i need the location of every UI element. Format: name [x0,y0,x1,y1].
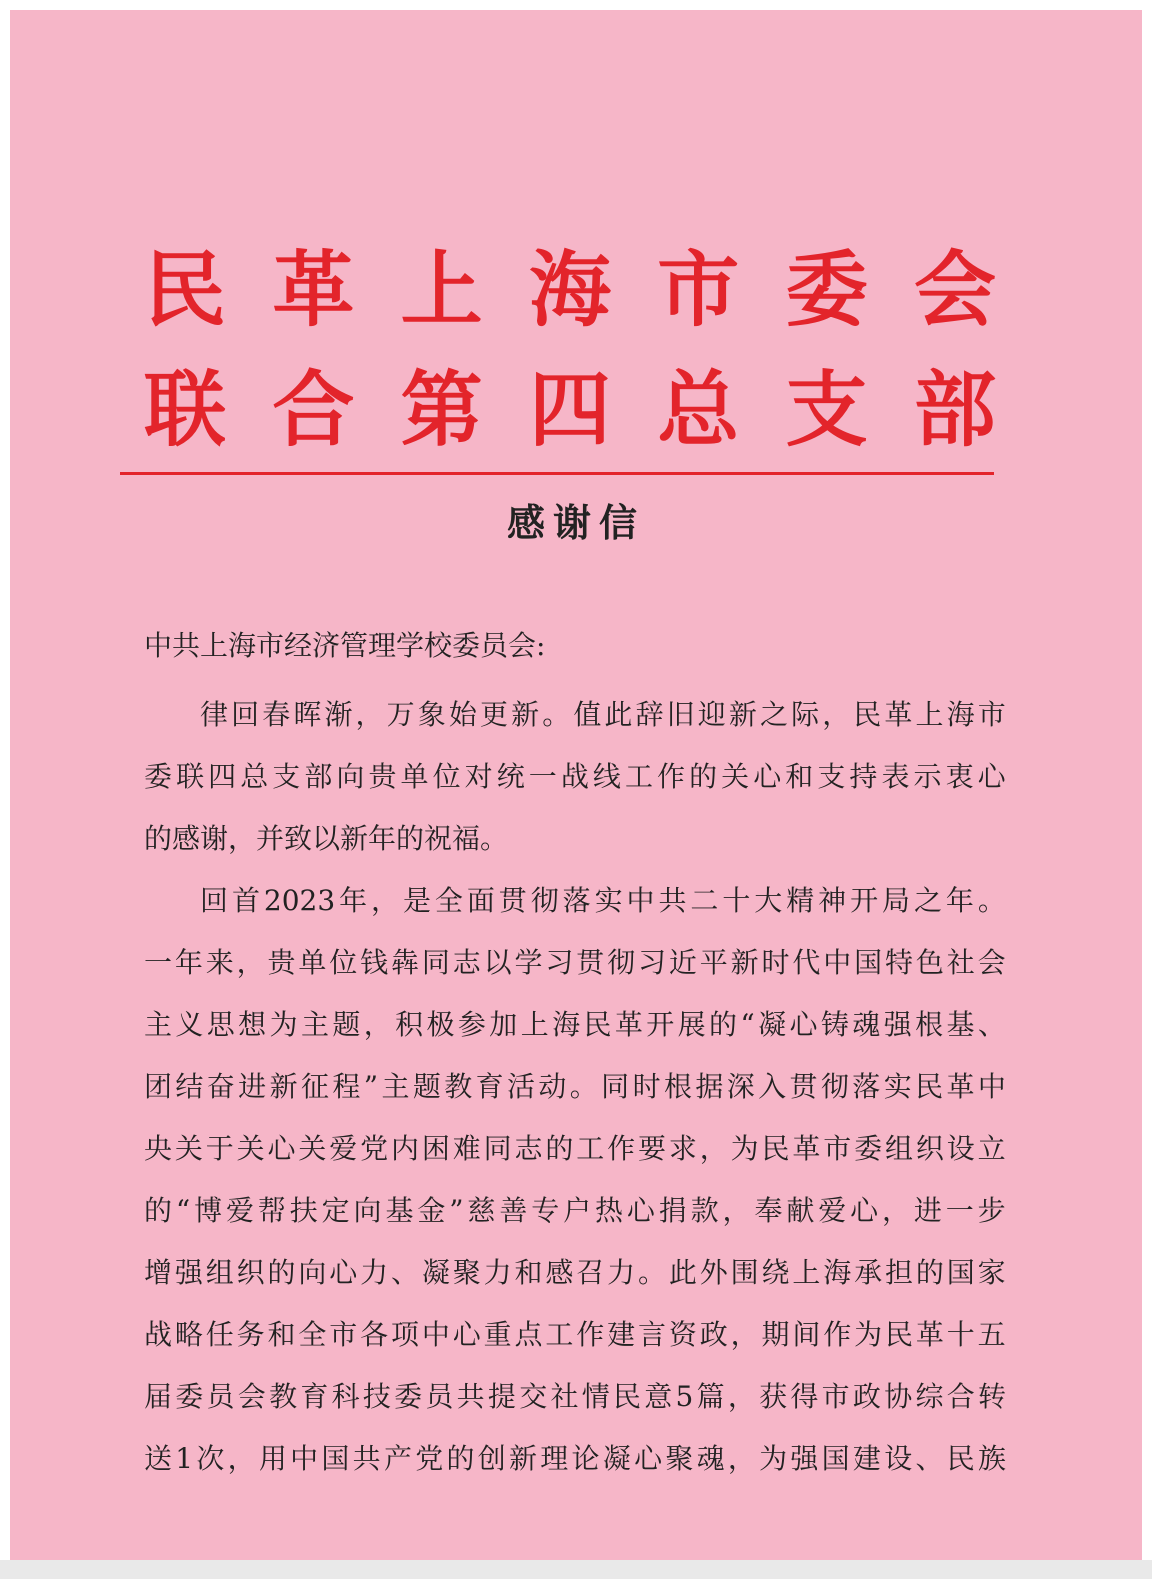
letterhead-char: 市 [657,242,740,338]
letterhead-char: 委 [785,242,868,338]
letterhead-line-2 [140,360,1000,460]
body-line: 送 1 次 ， 用 中 国 共 产 党 的 创 新 理 论 凝 心 聚 魂 ， 为 强 国 建 设 、 民 族 [144,1442,1006,1475]
body-line: 增 强 组 织 的 向 心 力 、 凝 聚 力 和 感 召 力 。 此 外 围 绕 上 海 承 担 的 国 家 [144,1256,1006,1289]
body-line: 战 略 任 务 和 全 市 各 项 中 心 重 点 工 作 建 言 资 政 ， 期 间 作 为 民 革 十 五 [144,1318,1006,1351]
letterhead-char: 上 [400,242,483,338]
letter-salutation: 中共上海市经济管理学校委员会: [144,629,546,662]
letterhead-char: 合 [272,362,355,458]
letterhead-char: 民 [143,242,226,338]
letterhead-char: 会 [913,242,996,338]
letterhead-char: 总 [657,362,740,458]
letter-body [144,684,1006,1490]
letterhead-char: 第 [400,362,483,458]
body-line: 回 首 2023 年 ， 是 全 面 贯 彻 落 实 中 共 二 十 大 精 神 开 局 之 年 。 [200,884,1006,917]
letterhead-char: 支 [785,362,868,458]
letterhead-char: 海 [528,242,611,338]
body-line: 的感谢，并致以新年的祝福。 [144,822,509,855]
letterhead-char: 四 [528,362,611,458]
letterhead-line-1 [140,240,1000,340]
letterhead-divider [120,472,994,475]
body-line: 的 “ 博 爱 帮 扶 定 向 基 金 ” 慈 善 专 户 热 心 捐 款 ， 奉 献 爱 心 ， 进 一 步 [144,1194,1006,1227]
body-line: 届 委 员 会 教 育 科 技 委 员 共 提 交 社 情 民 意 5 篇 ， 获 得 市 政 协 综 合 转 [144,1380,1006,1413]
letter-subject: 感谢信 [506,500,645,545]
scan-edge [0,1560,1152,1579]
letterhead-char: 革 [272,242,355,338]
body-line: 律 回 春 晖 渐 ， 万 象 始 更 新 。 值 此 辞 旧 迎 新 之 际 ， 民 革 上 海 市 [200,698,1006,731]
letter-page [10,10,1142,1560]
body-line: 央 关 于 关 心 关 爱 党 内 困 难 同 志 的 工 作 要 求 ， 为 民 革 市 委 组 织 设 立 [144,1132,1006,1165]
letterhead-char: 联 [143,362,226,458]
body-line: 主 义 思 想 为 主 题 ， 积 极 参 加 上 海 民 革 开 展 的 “ 凝 心 铸 魂 强 根 基 、 [144,1008,1006,1041]
letterhead-char: 部 [913,362,996,458]
body-line: 一 年 来 ， 贵 单 位 钱 犇 同 志 以 学 习 贯 彻 习 近 平 新 时 代 中 国 特 色 社 会 [144,946,1006,979]
body-line: 委 联 四 总 支 部 向 贵 单 位 对 统 一 战 线 工 作 的 关 心 和 支 持 表 示 衷 心 [144,760,1006,793]
body-line: 团 结 奋 进 新 征 程 ” 主 题 教 育 活 动 。 同 时 根 据 深 入 贯 彻 落 实 民 革 中 [144,1070,1006,1103]
